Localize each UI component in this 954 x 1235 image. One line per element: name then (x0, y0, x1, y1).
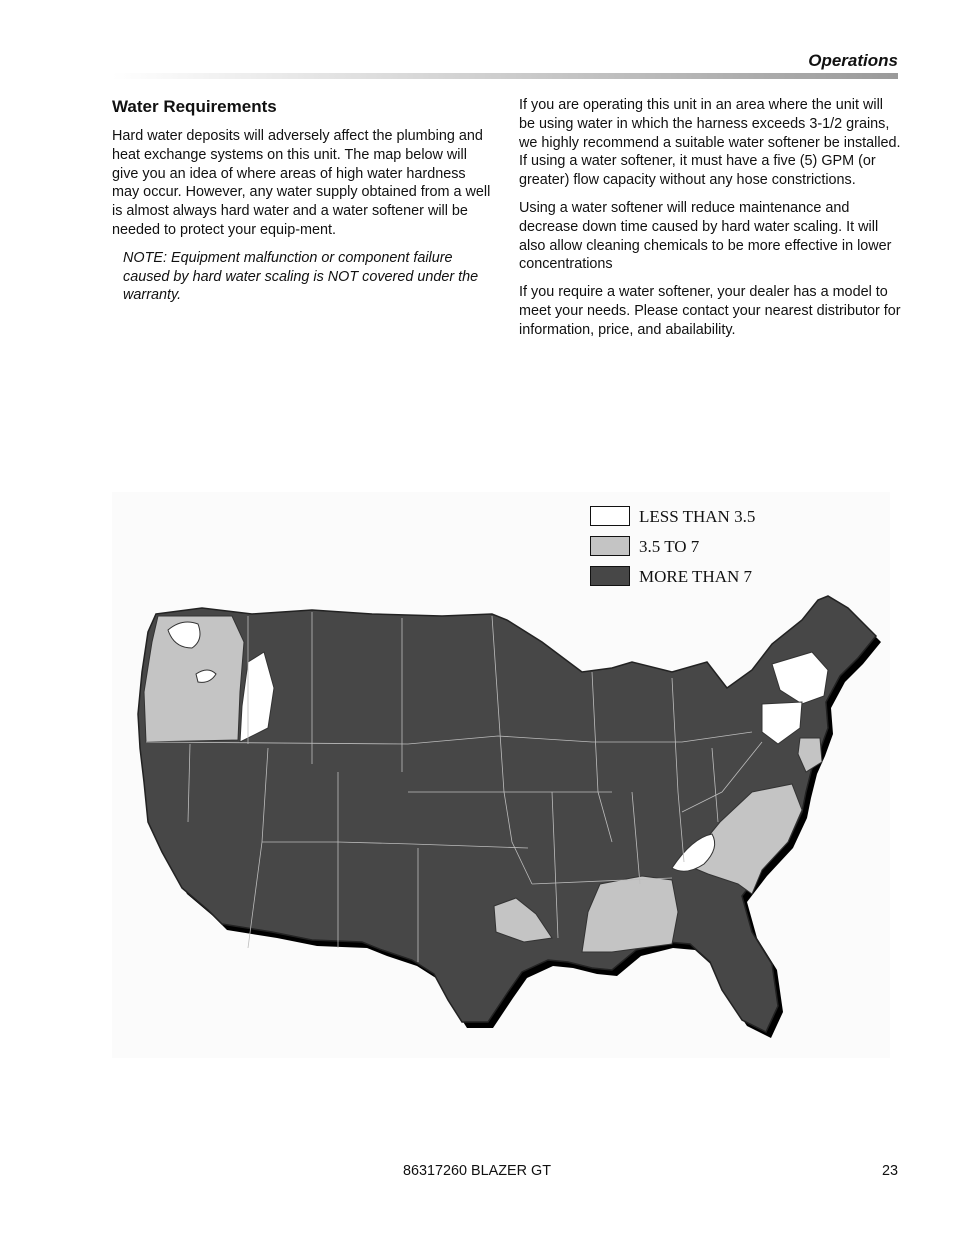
right-column (519, 96, 901, 349)
section-title: Operations (808, 51, 898, 70)
header-rule (112, 73, 898, 79)
legend-label-moderate: 3.5 TO 7 (639, 537, 700, 556)
left-column (112, 96, 494, 314)
softener-recommendation-paragraph: If you are operating this unit in an area where the unit will be using water in which the harness exceeds 3-1/2 grains, we highly recommend a suitable water softener be installed. If using a water softener, it must have a five (5) GPM (or greater) flow capacity without any hose constrictions. (519, 97, 901, 189)
section-heading: Water Requirements (112, 97, 277, 116)
legend-label-high: MORE THAN 7 (639, 567, 753, 586)
footer-page-number: 23 (881, 1163, 898, 1179)
softener-benefits-paragraph: Using a water softener will reduce maintenance and decrease down time caused by hard water scaling. It will also allow cleaning chemicals to be more effective in lower concentrations (519, 199, 892, 273)
footer-document-id: 86317260 BLAZER GT (403, 1163, 551, 1179)
legend-label-low: LESS THAN 3.5 (639, 507, 756, 526)
water-hardness-map (112, 492, 890, 1058)
dealer-contact-paragraph: If you require a water softener, your dealer has a model to meet your needs. Please contact your nearest distributor for information, price, and abailability. (519, 284, 901, 338)
legend-swatch-moderate (590, 536, 630, 556)
intro-paragraph: Hard water deposits will adversely affect the plumbing and heat exchange systems on this unit. The map below will give you an idea of where areas of high water hardness may occur. However, any water supply obtained from a well is almost always hard water and a water softener will be needed to protect your equip-ment. (112, 128, 491, 238)
legend-swatch-low (590, 506, 630, 526)
legend-swatch-high (590, 566, 630, 586)
us-map-graphic (112, 492, 890, 1058)
warranty-note: NOTE: Equipment malfunction or component failure caused by hard water scaling is NOT covered under the warranty. (123, 249, 479, 304)
